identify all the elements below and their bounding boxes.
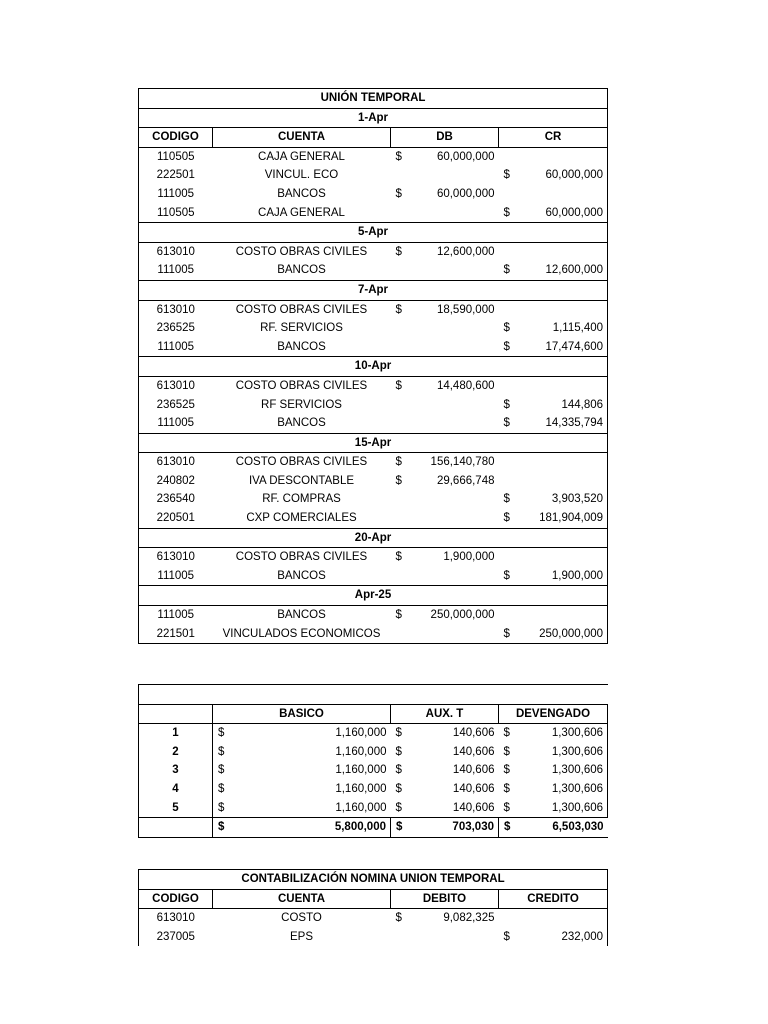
amount: 6,503,030 [552, 821, 604, 834]
codigo-cell: 613010 [139, 300, 213, 319]
amount: 60,000,000 [545, 169, 604, 182]
cuenta-cell: VINCULADOS ECONOMICOS [213, 625, 391, 644]
currency-symbol: $ [218, 801, 225, 814]
currency-symbol: $ [395, 474, 402, 487]
employee-number: 2 [139, 743, 213, 762]
codigo-cell: 110505 [139, 147, 213, 166]
journal-row [139, 606, 608, 625]
currency-symbol: $ [503, 398, 510, 411]
codigo-cell: 111005 [139, 185, 213, 204]
date-heading: Apr-25 [139, 586, 608, 606]
codigo-cell: 111005 [139, 338, 213, 357]
codigo-cell: 111005 [139, 261, 213, 280]
codigo-cell: 613010 [139, 376, 213, 395]
amount: 140,606 [452, 801, 495, 814]
db-cell [391, 567, 499, 586]
cuenta-cell: CAJA GENERAL [213, 204, 391, 223]
codigo-cell: 222501 [139, 166, 213, 185]
amount: 1,900,000 [551, 569, 604, 582]
basico-cell [213, 799, 391, 818]
employee-number: 1 [139, 724, 213, 743]
aux-cell [391, 780, 499, 799]
amount: 181,904,009 [539, 512, 604, 525]
currency-symbol: $ [218, 764, 225, 777]
journal-row [139, 509, 608, 528]
cr-cell [499, 300, 608, 319]
nomina-header-codigo: CODIGO [139, 889, 213, 909]
amount: 140,606 [452, 764, 495, 777]
cr-cell [499, 319, 608, 338]
payroll-header-blank [139, 704, 213, 724]
amount: 1,300,606 [551, 782, 604, 795]
date-heading: 10-Apr [139, 357, 608, 377]
db-cell [391, 185, 499, 204]
cuenta-cell: VINCUL. ECO [264, 169, 339, 182]
aux-cell [391, 761, 499, 780]
journal-row [139, 166, 608, 185]
amount: 140,606 [452, 745, 495, 758]
cuenta-cell: IVA DESCONTABLE [248, 474, 355, 487]
nomina-header-debito: DEBITO [391, 889, 499, 909]
amount: 9,082,325 [443, 912, 495, 925]
cr-cell [499, 204, 608, 223]
amount: 140,606 [452, 782, 495, 795]
currency-symbol: $ [395, 764, 402, 777]
nomina-title: CONTABILIZACIÓN NOMINA UNION TEMPORAL [139, 870, 608, 890]
cr-cell [499, 625, 608, 644]
payroll-totals-row [139, 818, 608, 838]
currency-symbol: $ [395, 303, 402, 316]
basico-cell [213, 724, 391, 743]
cuenta-cell: BANCOS [213, 261, 391, 280]
currency-symbol: $ [504, 821, 511, 834]
amount: 1,115,400 [552, 322, 604, 335]
journal-row [139, 453, 608, 472]
codigo-cell: 220501 [139, 509, 213, 528]
payroll-row [139, 724, 608, 743]
amount: 1,300,606 [551, 727, 604, 740]
currency-symbol: $ [395, 150, 402, 163]
journal-row [139, 396, 608, 415]
codigo-cell: 240802 [139, 472, 213, 491]
amount: 250,000,000 [430, 609, 495, 622]
cr-cell [499, 606, 608, 625]
amount: 140,606 [452, 727, 495, 740]
date-row [139, 108, 608, 128]
journal-row [139, 300, 608, 319]
nomina-row [139, 928, 608, 947]
amount: 12,600,000 [436, 245, 495, 258]
journal-header-row [139, 128, 608, 148]
nomina-header-credito: CREDITO [499, 889, 608, 909]
cuenta-cell: RF. COMPRAS [262, 493, 341, 506]
journal-table [138, 88, 607, 644]
amount: 5,800,000 [334, 821, 386, 834]
journal-row [139, 338, 608, 357]
amount: 144,806 [561, 398, 604, 411]
currency-symbol: $ [503, 206, 510, 219]
codigo-cell: 221501 [139, 625, 213, 644]
nomina-row [139, 909, 608, 928]
currency-symbol: $ [395, 379, 402, 392]
currency-symbol: $ [503, 340, 510, 353]
cr-cell [499, 490, 608, 509]
cr-cell [499, 242, 608, 261]
amount: 1,300,606 [551, 801, 604, 814]
amount: 60,000,000 [436, 150, 495, 163]
cuenta-cell: COSTO OBRAS CIVILES [235, 551, 368, 564]
currency-symbol: $ [503, 782, 510, 795]
db-cell [391, 300, 499, 319]
amount: 12,600,000 [545, 264, 604, 277]
codigo-cell: 613010 [139, 548, 213, 567]
date-row [139, 223, 608, 243]
payroll-row [139, 780, 608, 799]
cr-cell [499, 548, 608, 567]
db-cell [391, 414, 499, 433]
cr-cell [499, 396, 608, 415]
payroll-row [139, 799, 608, 818]
amount: 14,335,794 [545, 417, 604, 430]
amount: 250,000,000 [539, 627, 604, 640]
cr-cell [499, 472, 608, 491]
db-cell [391, 490, 499, 509]
currency-symbol: $ [396, 821, 403, 834]
amount: 14,480,600 [436, 379, 495, 392]
currency-symbol: $ [503, 417, 510, 430]
currency-symbol: $ [503, 727, 510, 740]
currency-symbol: $ [218, 727, 225, 740]
db-cell [391, 261, 499, 280]
date-row [139, 586, 608, 606]
payroll-header-devengado: DEVENGADO [499, 704, 608, 724]
cr-cell [499, 567, 608, 586]
debito-cell [391, 928, 499, 947]
date-heading: 1-Apr [139, 108, 608, 128]
currency-symbol: $ [218, 821, 225, 834]
totals-label-cell [139, 818, 213, 838]
amount: 1,160,000 [335, 782, 387, 795]
currency-symbol: $ [503, 930, 510, 943]
cuenta-cell: CXP COMERCIALES [213, 509, 391, 528]
cuenta-cell: BANCOS [277, 187, 326, 200]
codigo-cell: 236540 [139, 490, 213, 509]
currency-symbol: $ [503, 169, 510, 182]
nomina-table [138, 869, 607, 946]
date-heading: 5-Apr [139, 223, 608, 243]
payroll-row [139, 761, 608, 780]
date-row [139, 357, 608, 377]
date-row [139, 433, 608, 453]
employee-number: 4 [139, 780, 213, 799]
codigo-cell: 236525 [139, 396, 213, 415]
journal-row [139, 147, 608, 166]
journal-header-db: DB [391, 128, 499, 148]
db-cell [391, 166, 499, 185]
journal-row [139, 490, 608, 509]
date-row [139, 280, 608, 300]
journal-row [139, 242, 608, 261]
codigo-cell: 236525 [139, 319, 213, 338]
cuenta-cell: BANCOS [213, 338, 391, 357]
currency-symbol: $ [503, 627, 510, 640]
nomina-header-cuenta: CUENTA [213, 889, 391, 909]
total-basico [213, 818, 391, 838]
payroll-header-basico: BASICO [213, 704, 391, 724]
cuenta-cell: RF SERVICIOS [261, 398, 342, 411]
db-cell [391, 147, 499, 166]
currency-symbol: $ [503, 493, 510, 506]
currency-symbol: $ [395, 245, 402, 258]
db-cell [391, 204, 499, 223]
cuenta-cell: COSTO OBRAS CIVILES [235, 303, 368, 316]
currency-symbol: $ [503, 569, 510, 582]
date-heading: 7-Apr [139, 280, 608, 300]
journal-header-cr: CR [499, 128, 608, 148]
amount: 29,666,748 [436, 474, 495, 487]
currency-symbol: $ [395, 801, 402, 814]
journal-row [139, 472, 608, 491]
currency-symbol: $ [395, 745, 402, 758]
cr-cell [499, 185, 608, 204]
date-row [139, 528, 608, 548]
db-cell [391, 548, 499, 567]
db-cell [391, 242, 499, 261]
db-cell [391, 376, 499, 395]
cuenta-cell: COSTO OBRAS CIVILES [235, 245, 368, 258]
currency-symbol: $ [503, 264, 510, 277]
db-cell [391, 472, 499, 491]
db-cell [391, 625, 499, 644]
currency-symbol: $ [503, 512, 510, 525]
currency-symbol: $ [503, 322, 510, 335]
currency-symbol: $ [395, 551, 402, 564]
devengado-cell [499, 799, 608, 818]
amount: 1,160,000 [335, 727, 387, 740]
basico-cell [213, 743, 391, 762]
devengado-cell [499, 761, 608, 780]
db-cell [391, 509, 499, 528]
currency-symbol: $ [218, 745, 225, 758]
date-heading: 20-Apr [139, 528, 608, 548]
amount: 703,030 [452, 821, 494, 834]
aux-cell [391, 724, 499, 743]
employee-number: 5 [139, 799, 213, 818]
debito-cell [391, 909, 499, 928]
currency-symbol: $ [395, 727, 402, 740]
payroll-title-cell [139, 685, 608, 705]
cuenta-cell: BANCOS [213, 567, 391, 586]
amount: 60,000,000 [545, 206, 604, 219]
devengado-cell [499, 724, 608, 743]
employee-number: 3 [139, 761, 213, 780]
currency-symbol: $ [395, 609, 402, 622]
cuenta-cell: BANCOS [277, 609, 326, 622]
cr-cell [499, 453, 608, 472]
currency-symbol: $ [395, 456, 402, 469]
total-devengado [499, 818, 608, 838]
amount: 232,000 [561, 930, 604, 943]
amount: 1,160,000 [335, 745, 387, 758]
cuenta-cell: EPS [289, 930, 313, 943]
cuenta-cell: COSTO OBRAS CIVILES [235, 456, 368, 469]
currency-symbol: $ [395, 912, 402, 925]
cuenta-cell: COSTO OBRAS CIVILES [235, 379, 368, 392]
db-cell [391, 319, 499, 338]
date-heading: 15-Apr [139, 433, 608, 453]
payroll-header-aux: AUX. T [391, 704, 499, 724]
currency-symbol: $ [503, 801, 510, 814]
journal-row [139, 567, 608, 586]
currency-symbol: $ [503, 745, 510, 758]
amount: 1,300,606 [551, 764, 604, 777]
aux-cell [391, 799, 499, 818]
cr-cell [499, 166, 608, 185]
codigo-cell: 111005 [139, 606, 213, 625]
db-cell [391, 338, 499, 357]
codigo-cell: 237005 [139, 928, 213, 947]
cr-cell [499, 261, 608, 280]
amount: 1,160,000 [335, 801, 387, 814]
cuenta-cell: BANCOS [213, 414, 391, 433]
journal-row [139, 319, 608, 338]
amount: 3,903,520 [551, 493, 604, 506]
amount: 1,300,606 [551, 745, 604, 758]
journal-title: UNIÓN TEMPORAL [139, 89, 608, 109]
payroll-table [138, 684, 607, 838]
currency-symbol: $ [395, 187, 402, 200]
codigo-cell: 613010 [139, 453, 213, 472]
devengado-cell [499, 780, 608, 799]
credito-cell [499, 909, 608, 928]
journal-header-cuenta: CUENTA [213, 128, 391, 148]
journal-row [139, 625, 608, 644]
cuenta-cell: COSTO [281, 912, 322, 925]
codigo-cell: 613010 [139, 242, 213, 261]
journal-row [139, 185, 608, 204]
cr-cell [499, 338, 608, 357]
amount: 1,900,000 [443, 551, 495, 564]
amount: 156,140,780 [430, 456, 495, 469]
payroll-row [139, 743, 608, 762]
journal-row [139, 261, 608, 280]
currency-symbol: $ [503, 764, 510, 777]
db-cell [391, 396, 499, 415]
credito-cell [499, 928, 608, 947]
cuenta-cell: RF. SERVICIOS [260, 322, 343, 335]
journal-row [139, 204, 608, 223]
cuenta-cell: CAJA GENERAL [258, 150, 345, 163]
amount: 18,590,000 [436, 303, 495, 316]
db-cell [391, 606, 499, 625]
journal-row [139, 548, 608, 567]
amount: 1,160,000 [335, 764, 387, 777]
cr-cell [499, 376, 608, 395]
basico-cell [213, 780, 391, 799]
basico-cell [213, 761, 391, 780]
amount: 17,474,600 [545, 340, 604, 353]
db-cell [391, 453, 499, 472]
codigo-cell: 111005 [139, 567, 213, 586]
devengado-cell [499, 743, 608, 762]
codigo-cell: 613010 [139, 909, 213, 928]
total-aux [391, 818, 499, 838]
journal-header-codigo: CODIGO [139, 128, 213, 148]
journal-row [139, 414, 608, 433]
amount: 60,000,000 [436, 187, 495, 200]
codigo-cell: 110505 [139, 204, 213, 223]
currency-symbol: $ [395, 782, 402, 795]
codigo-cell: 111005 [139, 414, 213, 433]
cr-cell [499, 509, 608, 528]
cr-cell [499, 147, 608, 166]
aux-cell [391, 743, 499, 762]
cr-cell [499, 414, 608, 433]
journal-row [139, 376, 608, 395]
currency-symbol: $ [218, 782, 225, 795]
